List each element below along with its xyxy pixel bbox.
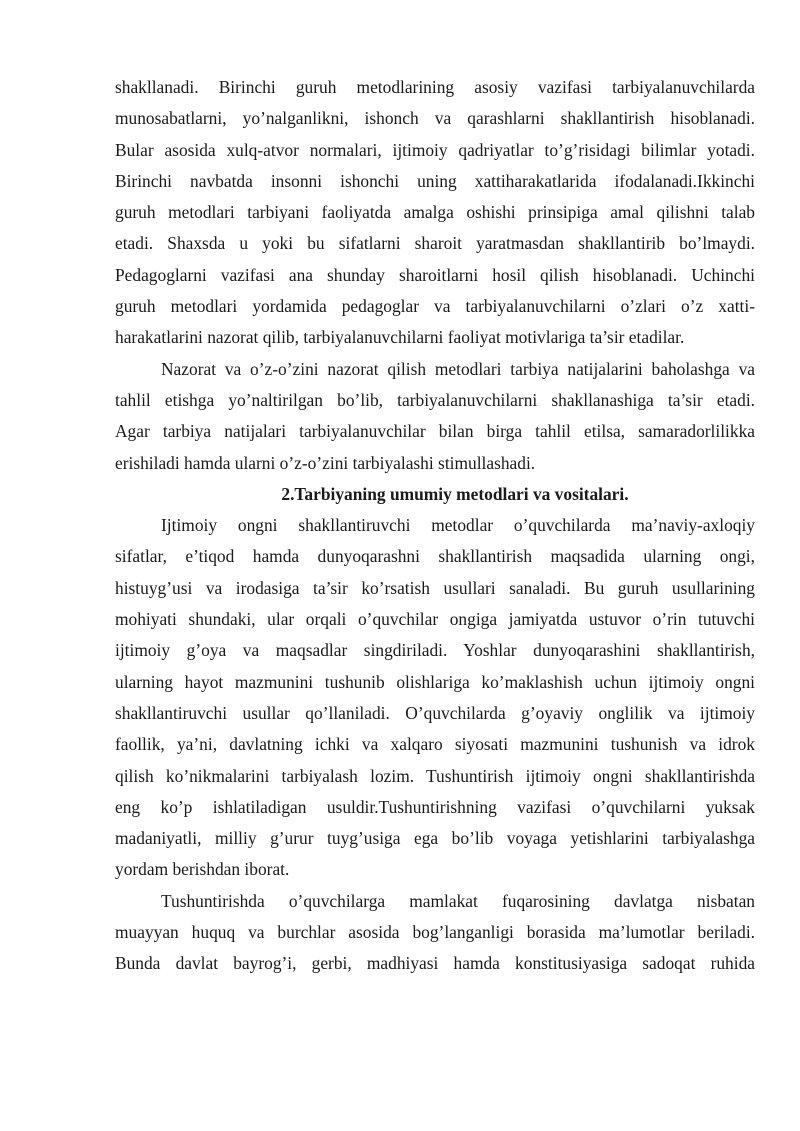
text-line: Bunda davlat bayrog’i, gerbi, madhiyasi hamda konstitusiyasiga sadoqat ruhida [115, 953, 755, 974]
paragraph-3 [115, 510, 755, 886]
text-line: eng ko’p ishlatiladigan usuldir.Tushuntirishning vazifasi o’quvchilarni yuksak [115, 796, 755, 817]
text-line: Nazorat va o’z-o’zini nazorat qilish metodlari tarbiya natijalarini baholashga va [161, 358, 755, 379]
text-line: munosabatlarni, yo’nalganlikni, ishonch va qarashlarni shakllantirish hisoblanadi. [115, 108, 755, 129]
text-line: guruh metodlari tarbiyani faoliyatda amalga oshishi prinsipiga amal qilishni talab [115, 202, 755, 223]
text-line: shakllantiruvchi usullar qo’llaniladi. O’quvchilarda g’oyaviy onglilik va ijtimoiy [115, 702, 755, 723]
paragraph-1 [115, 72, 755, 354]
section-heading: 2.Tarbiyaning umumiy metodlari va vositalari. [281, 483, 629, 504]
text-line: guruh metodlari yordamida pedagoglar va tarbiyalanuvchilarni o’zlari o’z xatti- [115, 296, 755, 317]
text-line: yordam berishdan iborat. [115, 859, 290, 880]
text-line: madaniyatli, milliy g’urur tuyg’usiga ega bo’lib voyaga yetishlarini tarbiyalashga [115, 828, 755, 849]
paragraph-4 [115, 886, 755, 980]
text-line: faollik, ya’ni, davlatning ichki va xalqaro siyosati mazmunini tushunish va idrok [115, 734, 755, 755]
text-line: sifatlar, e’tiqod hamda dunyoqarashni shakllantirish maqsadida ularning ongi, [115, 546, 755, 567]
text-line: Bular asosida xulq-atvor normalari, ijtimoiy qadriyatlar to’g’risidagi bilimlar yotadi. [115, 139, 755, 160]
text-line: Birinchi navbatda insonni ishonchi uning xattiharakatlarida ifodalanadi.Ikkinchi [115, 170, 755, 191]
text-line: qilish ko’nikmalarini tarbiyalash lozim. Tushuntirish ijtimoiy ongni shakllantirishda [115, 765, 755, 786]
text-line: mohiyati shundaki, ular orqali o’quvchilar ongiga jamiyatda ustuvor o’rin tutuvchi [115, 609, 755, 630]
text-line: shakllanadi. Birinchi guruh metodlarining asosiy vazifasi tarbiyalanuvchilarda [115, 77, 755, 97]
text-line: erishiladi hamda ularni o’z-o’zini tarbiyalashi stimullashadi. [115, 452, 536, 473]
text-line: harakatlarini nazorat qilib, tarbiyalanuvchilarni faoliyat motivlariga ta’sir etadilar. [115, 327, 685, 348]
text-line: muayyan huquq va burchlar asosida bog’langanligi borasida ma’lumotlar beriladi. [115, 922, 755, 943]
text-line: tahlil etishga yo’naltirilgan bo’lib, tarbiyalanuvchilarni shakllanashiga ta’sir etadi. [115, 389, 755, 410]
text-line: Agar tarbiya natijalari tarbiyalanuvchilar bilan birga tahlil etilsa, samaradorlilikka [115, 421, 755, 442]
text-line: Pedagoglarni vazifasi ana shunday sharoitlarni hosil qilish hisoblanadi. Uchinchi [115, 264, 755, 285]
text-line: ularning hayot mazmunini tushunib olishlariga ko’maklashish uchun ijtimoiy ongni [115, 671, 755, 692]
text-line: etadi. Shaxsda u yoki bu sifatlarni sharoit yaratmasdan shakllantirib bo’lmaydi. [115, 233, 755, 254]
text-line: histuyg’usi va irodasiga ta’sir ko’rsatish usullari sanaladi. Bu guruh usullarining [115, 577, 755, 598]
paragraph-2 [115, 354, 755, 479]
text-line: Ijtimoiy ongni shakllantiruvchi metodlar o’quvchilarda ma’naviy-axloqiy [161, 515, 755, 536]
document-page [115, 72, 755, 980]
text-line: Tushuntirishda o’quvchilarga mamlakat fuqarosining davlatga nisbatan [161, 890, 755, 911]
text-line: ijtimoiy g’oya va maqsadlar singdiriladi. Yoshlar dunyoqarashini shakllantirish, [115, 640, 755, 661]
